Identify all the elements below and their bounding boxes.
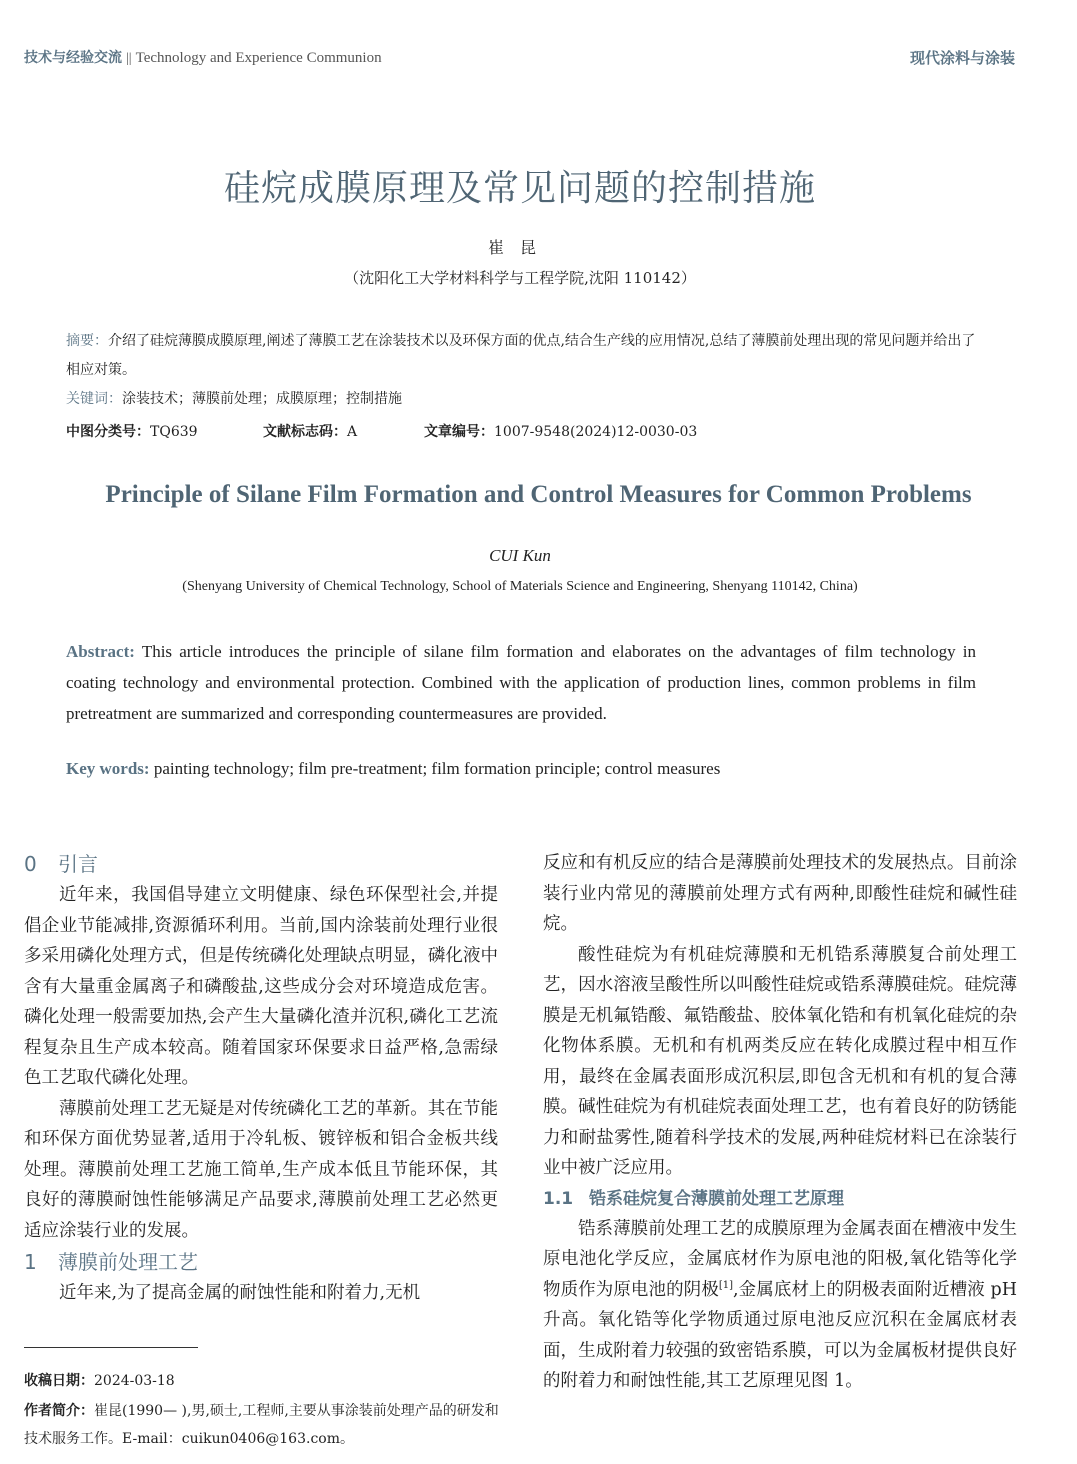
section-name-cn: 技术与经验交流: [24, 50, 122, 66]
section-title: 引言: [58, 852, 98, 876]
abstract-cn-text: 介绍了硅烷薄膜成膜原理,阐述了薄膜工艺在涂装技术以及环保方面的优点,结合生产线的应用情况,总结了薄膜前处理出现的常见问题并给出了相应对策。: [66, 333, 976, 378]
keywords-cn: [66, 385, 986, 414]
author-en: CUI Kun: [489, 546, 551, 565]
received-value: 2024-03-18: [94, 1373, 175, 1389]
paragraph: [543, 1214, 1017, 1397]
article-number-value: 1007-9548(2024)12-0030-03: [494, 424, 698, 440]
section-number: 0: [24, 852, 37, 876]
classification-line: [66, 421, 697, 441]
doc-code-value: A: [347, 424, 358, 440]
paragraph: 近年来,为了提高金属的耐蚀性能和附着力,无机: [59, 1283, 421, 1303]
received-date: [24, 1367, 504, 1395]
article-number-label: 文章编号：: [424, 424, 494, 440]
body-column-right: [543, 848, 1017, 1397]
keywords-en-text: painting technology; film pre-treatment; film formation principle; control measures: [153, 759, 721, 778]
paragraph: 酸性硅烷为有机硅烷薄膜和无机锆系薄膜复合前处理工艺，因水溶液呈酸性所以叫酸性硅烷或锆系薄膜硅烷。硅烷薄膜是无机氟锆酸、氟锆酸盐、胶体氧化锆和有机氧化硅烷的杂化物体系膜。无机和有机两类反应在转化成膜过程中相互作用，最终在金属表面形成沉积层,即包含无机和有机的复合薄膜。碱性硅烷为有机硅烷表面处理工艺，也有着良好的防锈能力和耐盐雾性,随着科学技术的发展,两种硅烷材料已在涂装行业中被广泛应用。: [543, 944, 1017, 1178]
abstract-cn: [66, 327, 986, 385]
subsection-number: 1.1: [543, 1188, 574, 1209]
bio-label: 作者简介：: [24, 1403, 94, 1419]
affiliation-cn: （沈阳化工大学材料科学与工程学院,沈阳 110142）: [344, 269, 696, 287]
keywords-cn-label: 关键词：: [66, 391, 122, 407]
section-title: 薄膜前处理工艺: [58, 1250, 198, 1274]
author-bio: [24, 1397, 504, 1453]
journal-name: 现代涂料与涂装: [909, 49, 1015, 67]
subsection-heading-1-1: [543, 1184, 1017, 1214]
paper-title-en: Principle of Silane Film Formation and Control Measures for Common Problems: [105, 481, 972, 508]
received-label: 收稿日期：: [24, 1373, 94, 1389]
paragraph: 反应和有机反应的结合是薄膜前处理技术的发展热点。目前涂装行业内常见的薄膜前处理方式有两种,即酸性硅烷和碱性硅烷。: [543, 853, 1017, 934]
running-header-left: [24, 47, 382, 67]
clc-value: TQ639: [150, 424, 198, 440]
section-heading-0: [24, 848, 498, 880]
citation-ref[interactable]: [1]: [718, 1279, 734, 1291]
abstract-en-label: Abstract:: [66, 642, 135, 661]
abstract-cn-block: [66, 327, 986, 414]
doc-code-item: [263, 421, 424, 441]
abstract-cn-label: 摘要：: [66, 333, 108, 349]
bio-text: 崔昆(1990— ),男,硕士,工程师,主要从事涂装前处理产品的研发和技术服务工作。E-mail：cuikun0406@163.com。: [24, 1403, 499, 1447]
footnote-rule: [24, 1347, 198, 1348]
abstract-en-text: This article introduces the principle of silane film formation and elaborates on the advantages of film technology in coating technology and environmental protection. Combined with the application of production lines, common problems in film pretreatment are summarized and corresponding countermeasures are provided.: [66, 642, 976, 723]
affiliation-en: (Shenyang University of Chemical Technology, School of Materials Science and Engineering, Shenyang 110142, China): [182, 579, 858, 594]
clc-item: [66, 421, 263, 441]
article-number-item: [424, 421, 697, 441]
paragraph-text: ,金属底材上的阴极表面附近槽液 pH 升高。氧化锆等化学物质通过原电池反应沉积在金属底材表面，生成附着力较强的致密锆系膜，可以为金属板材提供良好的附着力和耐蚀性能,其工艺原理见图 1。: [543, 1279, 1017, 1391]
paragraph-text: 锆系薄膜前处理工艺的成膜原理为金属表面在槽液中发生原电池化学反应，金属底材作为原电池的阳极,氧化锆等化学物质作为原电池的阴极: [543, 1218, 1017, 1300]
section-name-en: Technology and Experience Communion: [135, 50, 382, 66]
body-column-left: [24, 848, 498, 1309]
section-number: 1: [24, 1250, 37, 1274]
keywords-cn-text: 涂装技术；薄膜前处理；成膜原理；控制措施: [122, 391, 402, 407]
keywords-en: [66, 759, 976, 779]
section-heading-1: [24, 1246, 498, 1278]
author-cn: 崔昆: [487, 238, 552, 257]
subsection-title: 锆系硅烷复合薄膜前处理工艺原理: [589, 1188, 844, 1209]
abstract-en: [66, 636, 976, 729]
keywords-en-label: Key words:: [66, 759, 150, 778]
paragraph: 近年来，我国倡导建立文明健康、绿色环保型社会,并提倡企业节能减排,资源循环利用。当前,国内涂装前处理行业很多采用磷化处理方式，但是传统磷化处理缺点明显，磷化液中含有大量重金属离子和磷酸盐,这些成分会对环境造成危害。磷化处理一般需要加热,会产生大量磷化渣并沉积,磷化工艺流程复杂且生产成本较高。随着国家环保要求日益严格,急需绿色工艺取代磷化处理。: [24, 885, 498, 1088]
doc-code-label: 文献标志码：: [263, 424, 347, 440]
paper-title-cn: 硅烷成膜原理及常见问题的控制措施: [223, 168, 816, 209]
header-separator: ||: [126, 51, 132, 66]
paragraph: 薄膜前处理工艺无疑是对传统磷化工艺的革新。其在节能和环保方面优势显著,适用于冷轧板、镀锌板和铝合金板共线处理。薄膜前处理工艺施工简单,生产成本低且节能环保，其良好的薄膜耐蚀性能够满足产品要求,薄膜前处理工艺必然更适应涂装行业的发展。: [24, 1098, 498, 1241]
clc-label: 中图分类号：: [66, 424, 150, 440]
